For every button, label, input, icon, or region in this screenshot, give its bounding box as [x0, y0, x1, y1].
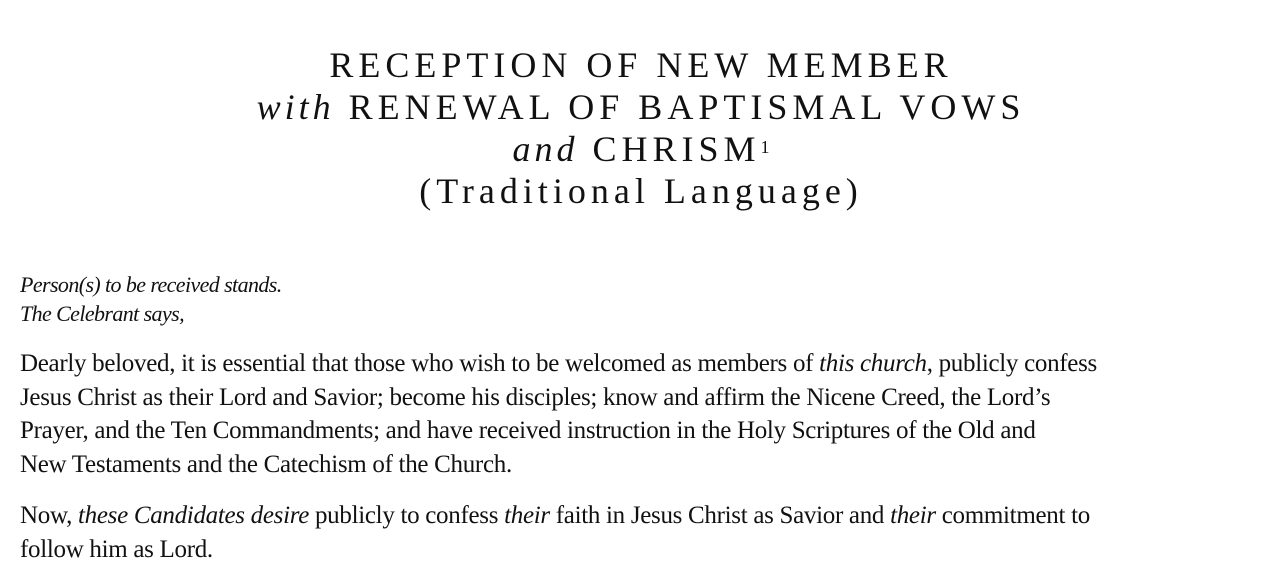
title-line-1 [0, 44, 1282, 86]
title-chrism-text: CHRISM [592, 129, 761, 169]
paragraph-1-line-3: Prayer, and the Ten Commandments; and have received instruction in the Holy Scriptures of the Old and [20, 417, 1036, 444]
paragraph-1-line-4: New Testaments and the Catechism of the Church. [20, 450, 512, 478]
title-conjunction-with: with [256, 87, 335, 127]
text-run: publicly to confess [309, 502, 505, 529]
rubric-line-2: The Celebrant says, [20, 301, 184, 326]
text-run: faith in Jesus Christ as Savior and [549, 502, 891, 529]
celebrant-paragraph-1 [20, 347, 1260, 481]
title-line-2 [0, 86, 1282, 128]
title-main-text: RECEPTION OF NEW MEMBER [329, 45, 953, 85]
text-run: , publicly confess [926, 350, 1097, 377]
italic-text-run: this church [819, 350, 927, 377]
paragraph-2-line-2: follow him as Lord. [20, 535, 213, 563]
italic-text-run: their [504, 502, 550, 529]
title-language-note: (Traditional Language) [419, 171, 863, 211]
italic-text-run: these Candidates desire [78, 502, 310, 529]
title-renewal-text: RENEWAL OF BAPTISMAL VOWS [348, 87, 1026, 127]
paragraph-2-line-1 [20, 499, 1260, 533]
title-line-4 [0, 170, 1282, 212]
document-title [0, 44, 1282, 212]
italic-text-run: their [890, 502, 936, 529]
footnote-marker[interactable]: 1 [760, 137, 770, 157]
rubric-line-1: Person(s) to be received stands. [20, 272, 282, 297]
text-run: Dearly beloved, it is essential that those who wish to be welcomed as members of [20, 350, 820, 377]
celebrant-paragraph-2 [20, 499, 1260, 566]
title-conjunction-and: and [512, 129, 579, 169]
rubric-instructions [20, 270, 282, 328]
paragraph-1-line-2: Jesus Christ as their Lord and Savior; become his disciples; know and affirm the Nicene Creed, the Lord’s [20, 383, 1051, 411]
text-run: Now, [20, 502, 78, 529]
title-line-3 [0, 128, 1282, 170]
paragraph-1-line-1 [20, 347, 1260, 381]
text-run: commitment to [935, 502, 1090, 529]
